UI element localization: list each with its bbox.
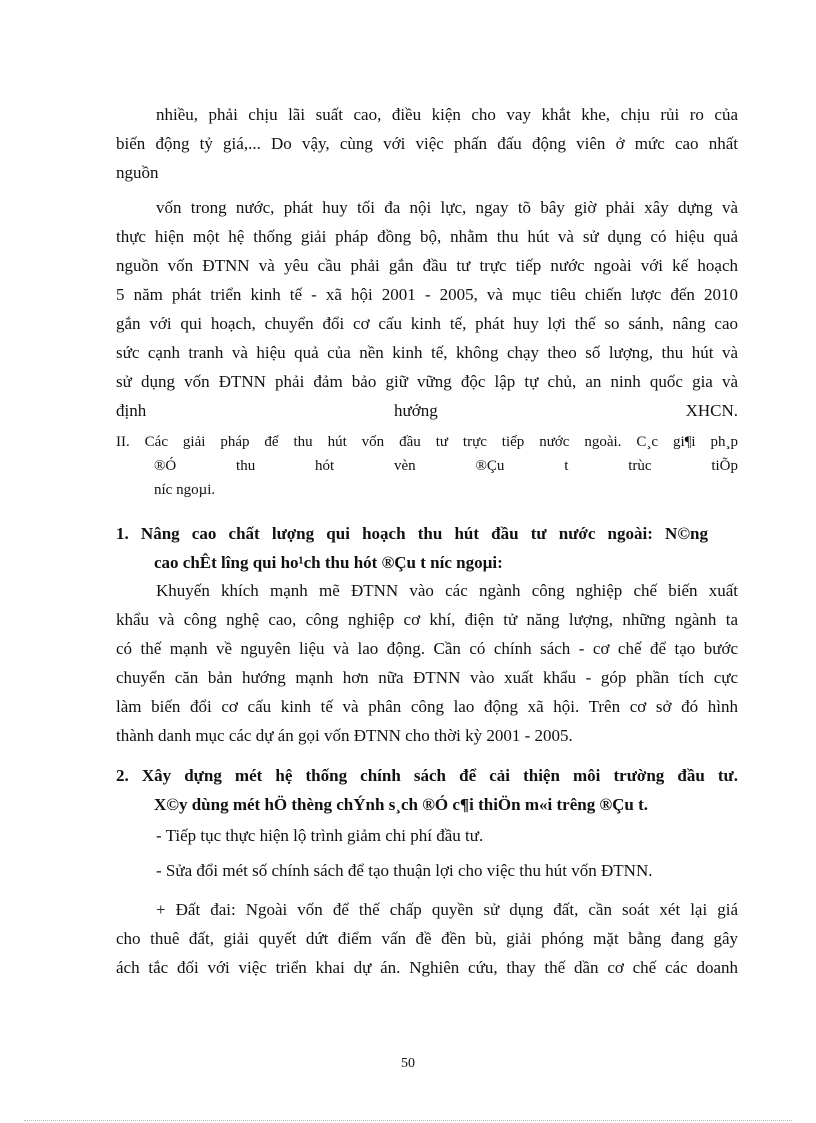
text-line: Khuyến khích mạnh mẽ ĐTNN vào các ngành công nghiệp chế biến xuất bbox=[156, 581, 738, 600]
text-line: sử dụng vốn ĐTNN phải đảm bảo giữ vững độc lập tự chủ, an ninh quốc gia và bbox=[116, 372, 738, 391]
text-line: nguồn vốn ĐTNN và yêu cầu phải gắn đầu tư trực tiếp nước ngoài với kế hoạch bbox=[116, 256, 738, 275]
text-line: 1. Nâng cao chất lượng qui hoạch thu hút đầu tư nước ngoài: N©ng bbox=[116, 524, 708, 543]
list-item: - Tiếp tục thực hiện lộ trình giảm chi phí đầu tư. bbox=[156, 826, 484, 845]
text-line: II. Các giải pháp để thu hút vốn đầu tư trực tiếp nước ngoài. C¸c gi¶i ph¸p bbox=[116, 434, 738, 450]
bullet-list bbox=[116, 821, 738, 850]
text-line: sức cạnh tranh và hiệu quả của nền kinh tế, không chạy theo số lượng, thu hút và bbox=[116, 343, 738, 362]
page-number: 50 bbox=[401, 1056, 415, 1071]
text-line: có thế mạnh về nguyên liệu và lao động. Cần có chính sách - cơ chế để tạo bước bbox=[116, 639, 738, 658]
text-line: chuyển căn bản hướng mạnh hơn nữa ĐTNN vào xuất khẩu - góp phần tích cực bbox=[116, 668, 738, 687]
text-line: biến động tỷ giá,... Do vậy, cùng với việc phấn đấu động viên ở mức cao nhất bbox=[116, 134, 738, 153]
text-line: nhiều, phải chịu lãi suất cao, điều kiện cho vay khắt khe, chịu rủi ro của bbox=[156, 105, 738, 124]
footer-divider bbox=[24, 1120, 792, 1121]
text-line: 5 năm phát triển kinh tế - xã hội 2001 - 2005, và mục tiêu chiến lược đến 2010 bbox=[116, 285, 738, 304]
text-line: + Đất đai: Ngoài vốn để thế chấp quyền sử dụng đất, cần soát xét lại giá bbox=[156, 900, 738, 919]
paragraph-1 bbox=[116, 100, 738, 187]
text-line: thành danh mục các dự án gọi vốn ĐTNN cho thời kỳ 2001 - 2005. bbox=[116, 726, 573, 745]
text-line: ách tắc đối với việc triển khai dự án. Nghiên cứu, thay thế dần cơ chế các doanh bbox=[116, 958, 738, 977]
text-line: ®Ó thu hót vèn ®Çu t trùc tiÕp bbox=[154, 458, 738, 474]
text-line: làm biến đổi cơ cấu kinh tế và phân công lao động xã hội. Trên cơ sở đó hình bbox=[116, 697, 738, 716]
paragraph-2 bbox=[116, 193, 738, 425]
text-line: cho thuê đất, giải quyết dứt điểm vấn đề đền bù, giải phóng mặt bằng đang gây bbox=[116, 929, 738, 948]
text-line: định hướng XHCN. bbox=[116, 401, 738, 420]
text-line: X©y dùng mét hÖ thèng chÝnh s¸ch ®Ó c¶i thiÖn m«i trêng ®Çu t. bbox=[154, 795, 649, 814]
text-line: khẩu và công nghệ cao, công nghiệp cơ khí, điện tử năng lượng, những ngành ta bbox=[116, 610, 738, 629]
text-line: thực hiện một hệ thống giải pháp đồng bộ, nhằm thu hút và sử dụng có hiệu quả bbox=[116, 227, 738, 246]
text-line: nguồn bbox=[116, 163, 159, 182]
heading-1 bbox=[116, 519, 708, 577]
text-line: cao chÊt lîng qui ho¹ch thu hót ®Çu t níc ngoµi: bbox=[154, 553, 503, 572]
text-line: vốn trong nước, phát huy tối đa nội lực, ngay tõ bây giờ phải xây dựng và bbox=[156, 198, 738, 217]
list-item: - Sửa đổi mét số chính sách để tạo thuận lợi cho việc thu hút vốn ĐTNN. bbox=[156, 861, 653, 880]
bullet-list bbox=[116, 856, 738, 885]
section-ii-heading bbox=[116, 430, 738, 502]
text-line: gắn với qui hoạch, chuyển đổi cơ cấu kinh tế, phát huy lợi thế so sánh, nâng cao bbox=[116, 314, 738, 333]
text-line: níc ngoµi. bbox=[154, 482, 216, 498]
paragraph-3 bbox=[116, 576, 738, 750]
heading-2 bbox=[116, 761, 738, 819]
paragraph-4 bbox=[116, 895, 738, 982]
text-line: 2. Xây dựng mét hệ thống chính sách để cải thiện môi trường đầu tư. bbox=[116, 766, 738, 785]
